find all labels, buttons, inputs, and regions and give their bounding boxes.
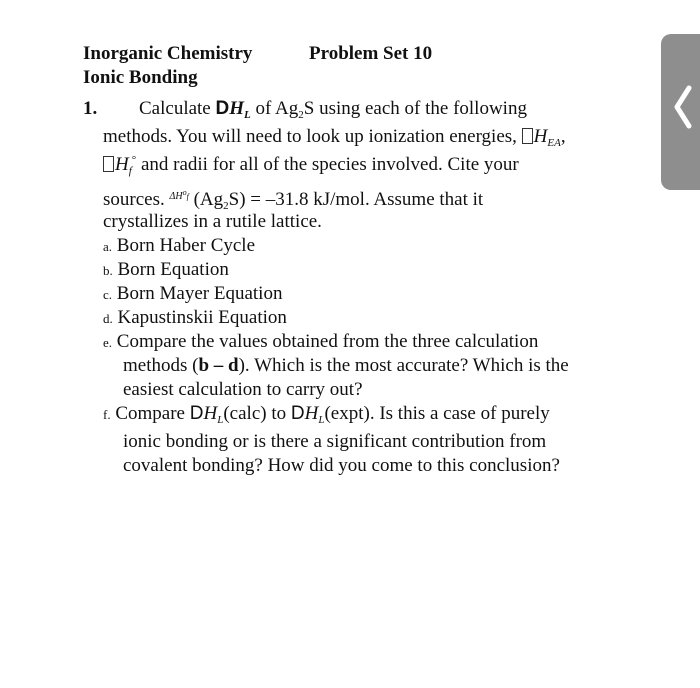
problem-line-3: $H_f^\circ$ and radii for all of the species involved. Cite your <box>103 153 519 177</box>
problem-line-1: Calculate $DH_L$ of $Ag_2S$ using each of the following <box>139 98 527 121</box>
chevron-left-icon <box>671 84 695 130</box>
enthalpy-formation-symbol: ΔHof <box>169 188 189 202</box>
missing-glyph-icon <box>103 156 114 172</box>
part-c: c. Born Mayer Equation <box>103 283 283 304</box>
part-e-line-3: easiest calculation to carry out? <box>123 379 363 400</box>
problem-set-title: Problem Set 10 <box>309 43 433 64</box>
side-panel-toggle[interactable] <box>661 34 700 190</box>
problem-line-5: crystallizes in a rutile lattice. <box>103 211 322 232</box>
missing-glyph-icon <box>522 128 533 144</box>
part-f-line-3: covalent bonding? How did you come to this conclusion? <box>123 455 560 476</box>
problem-number: 1. <box>83 98 98 119</box>
topic-title: Ionic Bonding <box>83 67 198 88</box>
part-f-line-2: ionic bonding or is there a significant contribution from <box>123 431 547 452</box>
problem-line-4: sources. $^{\Delta H^of}$ $(Ag_2S) = -31.8$ kJ/mol. Assume that it <box>103 188 484 212</box>
part-d: d. Kapustinskii Equation <box>103 307 287 328</box>
part-b: b. Born Equation <box>103 259 229 280</box>
part-f-line-1: f. Compare $DH_L(calc)$ to $DH_L(\exp t)$. Is this a case of purely <box>103 403 550 426</box>
part-e-line-2: methods (b – d). Which is the most accurate? Which is the <box>123 355 569 376</box>
part-a: a. Born Haber Cycle <box>103 235 256 256</box>
problem-line-2: methods. You will need to look up ionization energies, $H_{EA}$, <box>103 126 566 149</box>
course-title: Inorganic Chemistry <box>83 43 253 64</box>
part-e-line-1: e. Compare the values obtained from the three calculation <box>103 331 539 352</box>
